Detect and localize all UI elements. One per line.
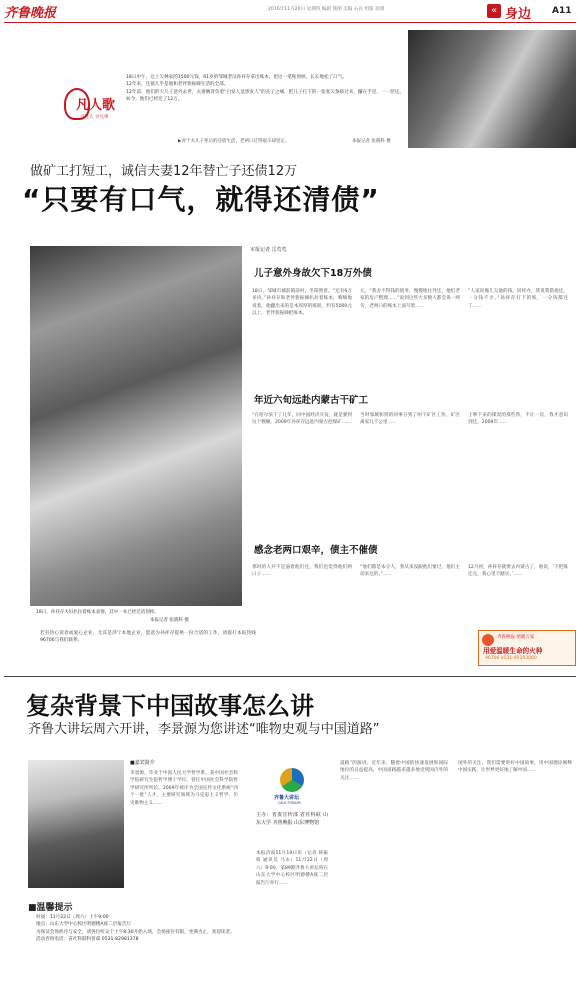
- column-logo: [64, 88, 124, 130]
- notice-time: 时间：11月22日（周六）上午9:00: [36, 915, 109, 920]
- section-heading: 儿子意外身故欠下18万外债: [254, 268, 372, 279]
- article-column: 上够下来的煤炭的那些铁，不让一次，我才意识到还，2009年……: [468, 413, 568, 426]
- forum-logo-title: 齐鲁大讲坛: [274, 795, 300, 801]
- teaser-credit: 本报记者 张晓科 摄: [352, 139, 391, 144]
- article-column: 当时邹城和别的同事分到了两个矿区工作，矿区离家几千公里……: [360, 413, 460, 426]
- teaser-paragraph: 12年前，他们的大儿子意外去世，夫妻俩背负着“白发人送黑发人”的丧子之痛，把儿子打下的一张张欠条接过来，攥在手里，一一偿还。如今，他们已经还了12万。: [126, 89, 404, 103]
- newspaper-logo: 齐鲁晚报: [4, 6, 57, 21]
- masthead: [0, 0, 580, 22]
- headline-main: “只要有口气，就得还清债”: [22, 183, 380, 216]
- teaser-paragraph: 18日中午，还上欠林家的1500元钱，61岁的邹城老汉孙祥存拿出账本，把这一笔账划掉，长长地松了口气。: [126, 75, 347, 80]
- article-column: “人家说俺儿欠他的钱，同样办，我说我搭他还，一分钱不少。”孙祥存打下的账，一分钱都还了……: [468, 289, 568, 309]
- article-column: 12月初，孙祥存就要去内蒙古了，他说，‘不把账还完，我心里不踏实。’……: [468, 565, 568, 578]
- teaser-text: [126, 74, 404, 124]
- column-subtitle: 百姓人 寻凡事: [80, 115, 109, 120]
- forum-logo-icon: [280, 768, 304, 792]
- speaker-photo: [28, 760, 124, 888]
- byline: 本报记者 岳莺莺: [250, 247, 287, 253]
- notice-ticket: 为保证会场秩序与安全，请各位听众于上午8:30开始入场，会场座位有限，坐满为止，欢迎读者。: [36, 929, 235, 935]
- bio-title: ■嘉宾简介: [130, 760, 155, 766]
- story2-column: 本报济南11月19日讯（记者 韩振萌 通讯员 马永）11月22日（周六）9:00，第89期齐鲁大讲坛将在山东大学中心校区明德楼A座二层报告厅举行……: [256, 851, 328, 886]
- forum-logo: [272, 768, 312, 808]
- story2-column: 道路”的演讲。近年来，随着中国的快速发展和国际地位的日益提高，中国道路越来越多地受到国内外的关注……: [340, 761, 448, 781]
- masthead-divider: [4, 22, 576, 23]
- teaser-paragraph: 12年来，还债几乎是他和老伴裴振娣生活的全部。: [126, 82, 229, 88]
- photo-caption: 18日，孙祥存夫妇扒拉着账本表情，其中一本已经还清划掉。: [36, 610, 159, 615]
- article-column: “在哈尔滨干了几年，同中国经济开发，就是要到这个数额，2009年孙祥存远赴内蒙古挖煤矿……: [252, 413, 352, 426]
- section-heading: 年近六旬远赴内蒙古干矿工: [254, 395, 369, 406]
- speaker-bio: 李景源，毕业于中国人民大学哲学系，获中国社会科学院研究生院哲学博士学位，曾任中国社会科学院哲学研究所所长。2009年被评为全国宣传文化系统“四个一批”人才，主要研究领域为马克思主义哲学、历史唯物主义……: [130, 771, 238, 806]
- sponsors: 主办：省委宣传部 省社科联 山东大学 齐鲁晚报 山东博物馆: [256, 812, 328, 826]
- notice-title: ■温馨提示: [28, 903, 73, 913]
- article-column: 那时的人并不是逼着他们还，我们也觉得他们两口子……: [252, 565, 352, 578]
- ad-line-2: 用爱温暖生命的火种: [483, 647, 543, 655]
- article-column: 18日，邹城市城前镇前村，冬阳照着。“还有6万多块。”孙祥存和老伴裴振娣扒拉着账本，喃喃地说着，他翻出来的是本厚厚的账册，约有5000元以上，老伴裴振娣把账本。: [252, 289, 352, 317]
- article-column: 元。“我舍不得钱的债务，慢慢地往外还，他们老家的房产整理……”说到这些大多数人都会说一两句，老两口的账本上面写着……: [360, 289, 460, 309]
- section-title: 身边: [505, 7, 532, 22]
- article-column: “他们都是本分人，我从来没跟他们要过，他们主动来还的。”……: [360, 565, 460, 578]
- ad-line-1: 齐鲁晚报·情暖万家: [497, 635, 535, 640]
- headline-kicker: 做矿工打短工，诚信夫妻12年替亡子还债12万: [30, 164, 298, 179]
- page-number: A11: [552, 6, 572, 16]
- story2-subhead: 齐鲁大讲坛周六开讲，李景源为您讲述“唯物史观与中国道路”: [28, 722, 380, 737]
- story2-headline: 复杂背景下中国故事怎么讲: [26, 692, 314, 720]
- ad-line-3: 96706 0531-85193080: [485, 656, 537, 661]
- section-badge: «: [487, 4, 501, 18]
- teaser-caption: ▶对于夫儿子死后的还债生活，老两口过得艰辛却坚定。: [178, 139, 290, 144]
- date-line: 2016年11月20日 星期四 编辑 熊朋 美编 石岩 组版 徐璞: [268, 7, 385, 12]
- forum-logo-en: QILU FORUM: [278, 801, 301, 805]
- story2-column: 国外的关注，我们需要讲好中国故事，用中国理论阐释中国实践，让世界更好地了解中国……: [458, 761, 572, 774]
- photo-credit: 本报记者 张晓科 摄: [150, 618, 189, 623]
- notice-box: [36, 914, 242, 978]
- main-photo: [30, 246, 242, 606]
- section-heading: 感念老两口艰辛，债主不催债: [254, 545, 378, 556]
- column-title: 凡人歌: [76, 98, 116, 113]
- story-divider: [4, 676, 576, 677]
- portrait-photo: [408, 30, 576, 148]
- notice-phone: 活动咨询电话：省社科联科普部 0531-82981378: [36, 937, 139, 943]
- notice-place: 地点：山东大学中心校区明德楼A座二层报告厅: [36, 922, 132, 928]
- charity-ad: [478, 630, 576, 666]
- donation-note: 若有热心读者或爱心企业，尤其是济宁本地企业，愿意为孙祥存提供一份合适的工作，请拨打本报热线96706与我们联系。: [40, 631, 256, 644]
